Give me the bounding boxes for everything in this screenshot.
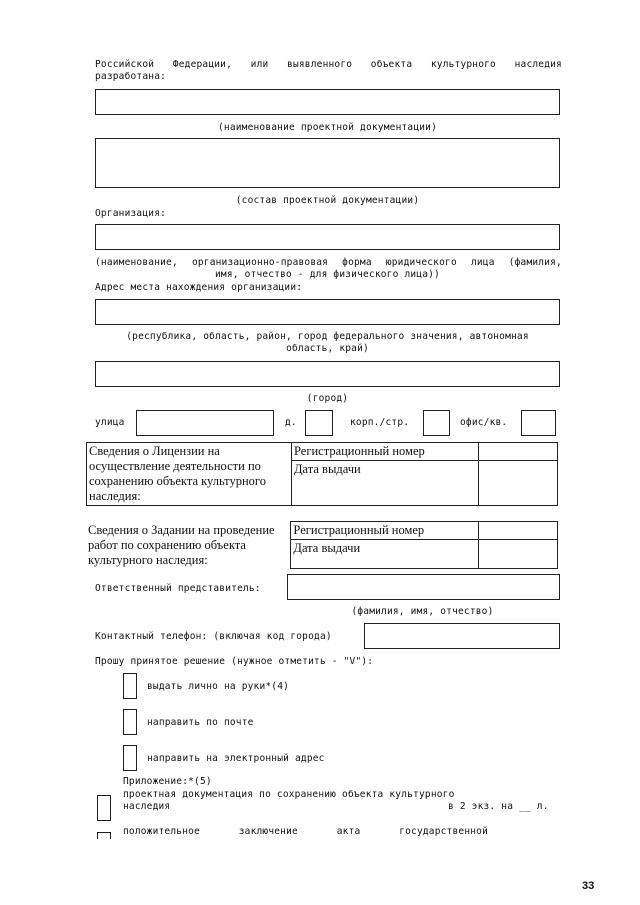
caption-word: лица <box>470 257 495 268</box>
attachment-item-1-line-2: наследия <box>123 801 171 812</box>
street-field[interactable] <box>136 410 274 436</box>
attachment-item-2 <box>123 826 488 837</box>
phone-label: Контактный телефон: (включая код города) <box>95 631 332 642</box>
house-field[interactable] <box>305 410 333 436</box>
attachment-item-1-line-1: проектная документация по сохранению объекта культурного <box>123 789 455 800</box>
caption-word: (наименование, <box>95 257 178 268</box>
doc-name-caption: (наименование проектной документации) <box>217 122 438 133</box>
option-label-by-email: направить на электронный адрес <box>147 753 325 764</box>
intro-word: наследия <box>514 59 562 70</box>
doc-name-field[interactable] <box>95 89 560 115</box>
license-title: Сведения о Лицензии на осуществление деятельности по сохранению объекта культурного наследия: <box>87 443 292 506</box>
phone-field[interactable] <box>364 623 560 649</box>
organization-caption-line-1 <box>95 257 562 268</box>
intro-word: выявленного <box>287 59 353 70</box>
task-reg-number-value[interactable] <box>478 522 557 540</box>
doc-composition-caption: (состав проектной документации) <box>235 195 420 206</box>
caption-word: организационно-правовая <box>191 257 329 268</box>
page-number: 33 <box>582 880 595 892</box>
intro-word: Федерации, <box>172 59 233 70</box>
street-label: улица <box>95 417 125 428</box>
city-caption: (город) <box>306 393 349 404</box>
task-issue-date-label: Дата выдачи <box>291 540 478 569</box>
organization-caption-line-2: имя, отчество - для физического лица)) <box>215 269 440 280</box>
attachment-item-1-count: в 2 экз. на __ л. <box>448 801 549 812</box>
attachment-checkbox-conclusion[interactable] <box>97 832 111 839</box>
representative-caption: (фамилия, имя, отчество) <box>351 606 494 617</box>
representative-field[interactable] <box>287 574 560 600</box>
option-label-in-person: выдать лично на руки*(4) <box>147 681 290 692</box>
doc-composition-field[interactable] <box>95 138 560 188</box>
attachment-checkbox-project-docs[interactable] <box>97 795 111 821</box>
option-checkbox-in-person[interactable] <box>123 673 137 699</box>
license-reg-number-value[interactable] <box>479 443 558 461</box>
attachment-title: Приложение:*(5) <box>123 776 212 787</box>
attachment-word: заключение <box>238 826 298 837</box>
decision-prompt: Прошу принятое решение (нужное отметить - "V"): <box>95 656 374 667</box>
building-field[interactable] <box>423 410 450 436</box>
intro-word: объекта <box>370 59 413 70</box>
organization-field[interactable] <box>95 224 560 250</box>
attachment-word: государственной <box>399 826 488 837</box>
intro-line-1 <box>95 59 562 70</box>
caption-word: форма <box>342 257 372 268</box>
intro-word: или <box>250 59 269 70</box>
intro-word: Российской <box>95 59 155 70</box>
license-issue-date-label: Дата выдачи <box>292 461 479 506</box>
region-caption-line-1: (республика, область, район, город федерального значения, автономная <box>126 331 529 342</box>
task-reg-number-label: Регистрационный номер <box>291 522 478 540</box>
license-table <box>86 442 558 506</box>
task-table <box>86 521 558 569</box>
option-checkbox-by-email[interactable] <box>123 745 137 771</box>
caption-word: юридического <box>385 257 457 268</box>
org-address-label: Адрес места нахождения организации: <box>95 282 303 293</box>
organization-label: Организация: <box>95 208 167 219</box>
task-title: Сведения о Задании на проведение работ по сохранению объекта культурного наследия: <box>88 522 275 567</box>
option-label-by-mail: направить по почте <box>147 717 254 728</box>
intro-word: культурного <box>430 59 496 70</box>
intro-line-2: разработана: <box>95 71 167 82</box>
office-field[interactable] <box>521 410 556 436</box>
license-issue-date-value[interactable] <box>479 461 558 506</box>
city-field[interactable] <box>95 361 560 387</box>
house-label: д. <box>285 417 297 428</box>
region-caption-line-2: область, край) <box>286 343 369 354</box>
attachment-word: акта <box>336 826 361 837</box>
task-issue-date-value[interactable] <box>478 540 557 569</box>
building-label: корп./стр. <box>350 417 410 428</box>
option-checkbox-by-mail[interactable] <box>123 709 137 735</box>
license-reg-number-label: Регистрационный номер <box>292 443 479 461</box>
caption-word: (фамилия, <box>508 257 562 268</box>
office-label: офис/кв. <box>460 417 508 428</box>
representative-label: Ответственный представитель: <box>95 583 261 594</box>
attachment-word: положительное <box>123 826 200 837</box>
region-field[interactable] <box>95 299 560 325</box>
